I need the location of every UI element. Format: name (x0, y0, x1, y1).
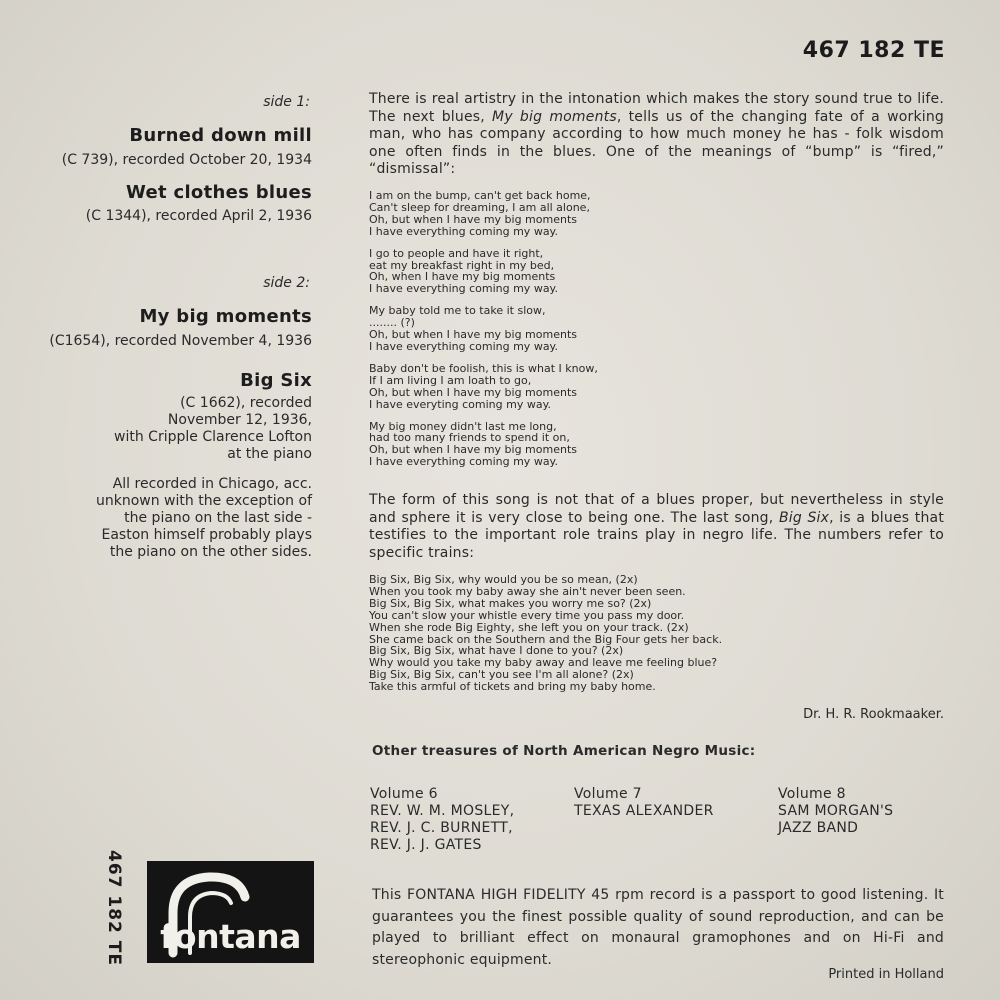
lyric-line: When you took my baby away she ain't never been seen. (369, 584, 686, 598)
text-run: The form of this song is not that of a blues proper, but nevertheless in style and sphere it is very close to being one. The last song, (369, 492, 944, 526)
lyric-line: I have everything coming my way. (369, 282, 558, 296)
intro-paragraph (369, 91, 944, 179)
lyric-stanza (369, 363, 944, 411)
volume-artist: REV. W. M. MOSLEY, (370, 803, 515, 819)
lyric-line: Oh, but when I have my big moments (369, 385, 578, 399)
song-title-emphasis: My big moments (492, 108, 617, 125)
printed-in: Printed in Holland (828, 967, 944, 982)
lyric-line: Oh, but when I have my big moments (369, 443, 578, 457)
lyric-line: I have everyting coming my way. (369, 397, 552, 411)
lyrics-big-six (369, 574, 944, 693)
note-line: All recorded in Chicago, acc. (112, 476, 312, 492)
lyric-line: She came back on the Southern and the Big Four gets her back. (369, 632, 723, 646)
recording-note (40, 476, 312, 561)
lyric-line: Can't sleep for dreaming, I am all alone, (369, 200, 590, 214)
lyric-line: I have everything coming my way. (369, 339, 558, 353)
track-title: My big moments (139, 306, 312, 327)
volume-label: Volume 8 (778, 786, 846, 802)
lyric-line: My big money didn't last me long, (369, 419, 557, 433)
lyric-line: I have everything coming my way. (369, 224, 558, 238)
lyric-line: Oh, but when I have my big moments (369, 212, 578, 226)
lyric-line: Baby don't be foolish, this is what I know, (369, 361, 598, 375)
lyric-line: Take this armful of tickets and bring my baby home. (369, 680, 656, 694)
volume-label: Volume 6 (370, 786, 438, 802)
volume-7 (574, 786, 714, 820)
note-line: unknown with the exception of (95, 493, 312, 509)
song-title-emphasis: Big Six (778, 509, 830, 526)
lyric-line: Oh, when I have my big moments (369, 270, 556, 284)
lyric-line: I am on the bump, can't get back home, (369, 189, 591, 202)
volume-label: Volume 7 (574, 786, 642, 802)
lyric-line: Big Six, Big Six, can't you see I'm all alone? (2x) (369, 668, 634, 682)
lyric-line: Big Six, Big Six, what makes you worry me so? (2x) (369, 596, 652, 610)
lyric-line: ........ (?) (369, 316, 415, 330)
track-recording-info: (C1654), recorded November 4, 1936 (49, 333, 312, 349)
lyric-line: You can't slow your whistle every time you pass my door. (369, 608, 685, 622)
text-run: There is real artistry in the intonation which makes the story sound true to life. The next blues, (369, 91, 944, 125)
note-line: November 12, 1936, (167, 412, 312, 428)
track-title: Burned down mill (129, 125, 312, 146)
track-title: Big Six (240, 370, 312, 391)
lyric-line: Big Six, Big Six, what have I done to you? (2x) (369, 644, 624, 658)
track-listing (40, 94, 312, 561)
other-treasures-heading: Other treasures of North American Negro Music: (372, 743, 756, 759)
fontana-logo (147, 861, 314, 963)
note-line: (C 1662), recorded (180, 395, 312, 411)
note-line: the piano on the other sides. (109, 544, 312, 560)
lyric-line: When she rode Big Eighty, she left you on your track. (2x) (369, 620, 689, 634)
side-2-label: side 2: (263, 275, 310, 291)
lyric-line: My baby told me to take it slow, (369, 304, 546, 318)
lyric-stanza (369, 421, 944, 469)
volume-artist: REV. J. J. GATES (370, 837, 482, 853)
track-title: Wet clothes blues (126, 182, 312, 203)
note-line: at the piano (227, 446, 312, 462)
lyric-line: If I am living I am loath to go, (369, 373, 532, 387)
vertical-catalog-number (94, 850, 124, 970)
track-recording-info: (C 739), recorded October 20, 1934 (61, 152, 312, 168)
lyric-stanza (369, 305, 944, 353)
lyric-line: I have everything coming my way. (369, 455, 558, 469)
lyric-line: Big Six, Big Six, why would you be so mean, (2x) (369, 573, 638, 586)
track-recording-info (40, 395, 312, 463)
lyric-stanza (369, 248, 944, 296)
text-run: , tells us of the changing fate of a working man, who has company according to how much money he has - folk wisdom one often finds in the blues. One of the meanings of “bump” is “fired,” “dismissal”: (369, 108, 944, 177)
promo-text: This FONTANA HIGH FIDELITY 45 rpm record is a passport to good listening. It guarantees you the finest possible quality of sound reproduction, and can be played to brilliant effect on monaural gramophones and on Hi-Fi and stereophonic equipment. (372, 887, 944, 968)
text-run: , is a blues that testifies to the important role trains play in negro life. The numbers refer to specific trains: (369, 509, 945, 561)
volume-artist: SAM MORGAN'S (778, 803, 894, 819)
note-line: the piano on the last side - (124, 510, 312, 526)
volume-artist: JAZZ BAND (778, 820, 859, 836)
volume-6 (370, 786, 514, 854)
author-signature: Dr. H. R. Rookmaaker. (803, 707, 944, 722)
lyric-line: Why would you take my baby away and leave me feeling blue? (369, 656, 718, 670)
catalog-number: 467 182 TE (802, 38, 945, 63)
lyrics-my-big-moments (369, 190, 944, 478)
lyric-line: Oh, but when I have my big moments (369, 328, 578, 342)
note-line: Easton himself probably plays (101, 527, 312, 543)
lyric-line: I go to people and have it right, (369, 246, 544, 260)
form-paragraph (369, 492, 944, 562)
note-line: with Cripple Clarence Lofton (114, 429, 312, 445)
lyric-line: had too many friends to spend it on, (369, 431, 570, 445)
lyric-stanza (369, 190, 944, 238)
volume-artist: TEXAS ALEXANDER (574, 803, 714, 819)
lyric-line: eat my breakfast right in my bed, (369, 258, 555, 272)
catalog-number-text: 467 182 TE (104, 850, 124, 967)
volume-artist: REV. J. C. BURNETT, (370, 820, 513, 836)
logo-wordmark: fontana (160, 917, 301, 956)
volume-8 (778, 786, 893, 837)
track-recording-info: (C 1344), recorded April 2, 1936 (85, 208, 312, 224)
side-1-label: side 1: (263, 94, 310, 110)
